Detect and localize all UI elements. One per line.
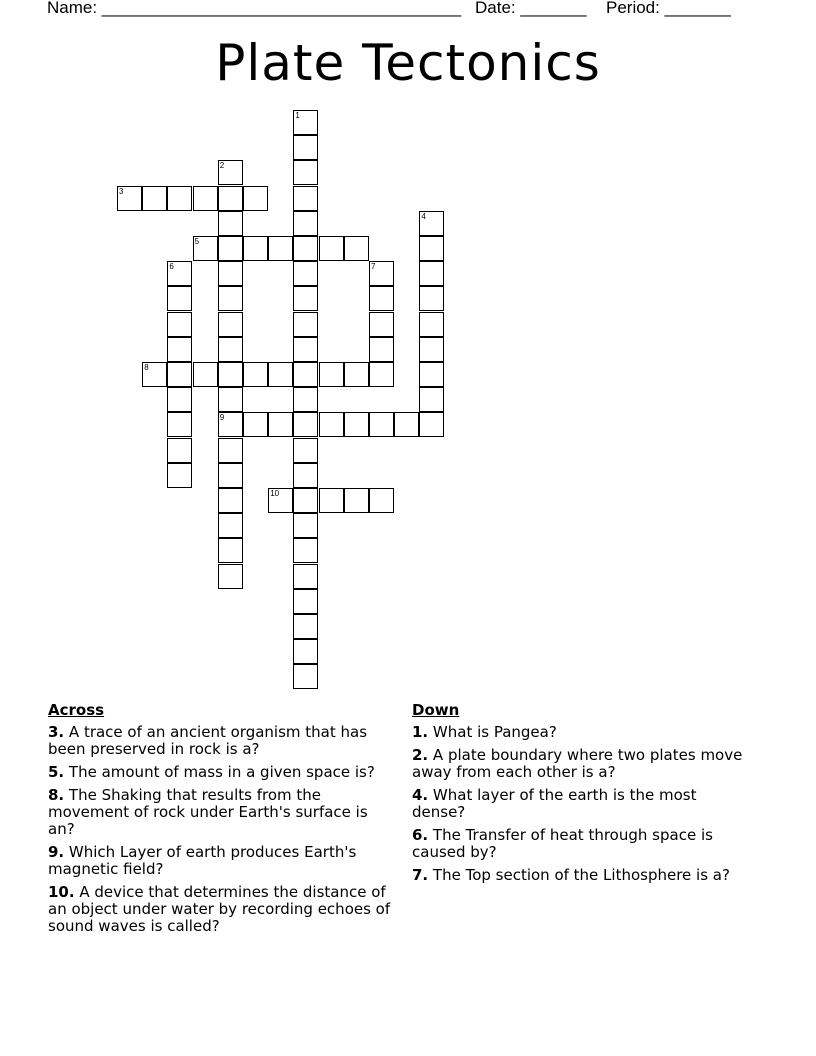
clue-text: The Transfer of heat through space is caused by? [412, 826, 713, 861]
crossword-cell[interactable] [167, 412, 192, 437]
crossword-cell[interactable] [167, 186, 192, 211]
clue-number-label: 5 [194, 237, 200, 246]
crossword-cell[interactable] [218, 211, 243, 236]
crossword-cell[interactable] [218, 160, 243, 185]
crossword-cell[interactable] [369, 488, 394, 513]
clue-number: 6. [412, 826, 429, 844]
crossword-cell[interactable] [369, 286, 394, 311]
crossword-cell[interactable] [293, 236, 318, 261]
across-clue [48, 844, 398, 878]
clue-number: 7. [412, 866, 429, 884]
crossword-cell[interactable] [419, 337, 444, 362]
crossword-cell[interactable] [319, 236, 344, 261]
crossword-cell[interactable] [369, 362, 394, 387]
crossword-cell[interactable] [369, 261, 394, 286]
crossword-cell[interactable] [193, 362, 218, 387]
crossword-cell[interactable] [293, 614, 318, 639]
crossword-cell[interactable] [268, 362, 293, 387]
crossword-cell[interactable] [142, 186, 167, 211]
crossword-cell[interactable] [293, 337, 318, 362]
crossword-cell[interactable] [369, 312, 394, 337]
crossword-cell[interactable] [293, 286, 318, 311]
down-clue [412, 747, 752, 781]
crossword-cell[interactable] [293, 488, 318, 513]
down-clue-list [412, 724, 752, 884]
across-clue [48, 764, 398, 781]
crossword-cell[interactable] [293, 538, 318, 563]
clue-number: 5. [48, 763, 65, 781]
crossword-cell[interactable] [268, 488, 293, 513]
crossword-cell[interactable] [344, 236, 369, 261]
crossword-cell[interactable] [293, 589, 318, 614]
clue-number: 2. [412, 746, 429, 764]
crossword-cell[interactable] [167, 312, 192, 337]
clue-number-label: 2 [219, 161, 225, 171]
crossword-cell[interactable] [293, 438, 318, 463]
crossword-cell[interactable] [218, 337, 243, 362]
crossword-cell[interactable] [293, 664, 318, 689]
crossword-cell[interactable] [218, 261, 243, 286]
crossword-cell[interactable] [243, 412, 268, 437]
crossword-cell[interactable] [218, 362, 243, 387]
clue-number: 8. [48, 786, 65, 804]
crossword-cell[interactable] [268, 412, 293, 437]
crossword-cell[interactable] [319, 488, 344, 513]
crossword-cell[interactable] [344, 362, 369, 387]
clue-text: A trace of an ancient organism that has been preserved in rock is a? [48, 723, 368, 758]
crossword-cell[interactable] [394, 412, 419, 437]
clue-text: The Top section of the Lithosphere is a? [428, 866, 730, 884]
across-clue [48, 884, 398, 935]
crossword-cell[interactable] [369, 412, 394, 437]
crossword-cell[interactable] [167, 463, 192, 488]
clue-number-label: 7 [371, 262, 376, 272]
clue-number: 10. [48, 883, 75, 901]
crossword-cell[interactable] [369, 337, 394, 362]
crossword-cell[interactable] [293, 412, 318, 437]
crossword-cell[interactable] [419, 261, 444, 286]
crossword-cell[interactable] [319, 412, 344, 437]
crossword-cell[interactable] [293, 513, 318, 538]
crossword-cell[interactable] [218, 538, 243, 563]
clue-number-label: 1 [295, 111, 300, 120]
clue-number: 9. [48, 843, 65, 861]
crossword-cell[interactable] [419, 362, 444, 387]
crossword-cell[interactable] [419, 387, 444, 412]
period-field-label: Period: _______ [606, 0, 731, 17]
crossword-cell[interactable] [218, 463, 243, 488]
crossword-cell[interactable] [419, 312, 444, 337]
crossword-cell[interactable] [218, 412, 243, 437]
crossword-cell[interactable] [243, 186, 268, 211]
crossword-cell[interactable] [218, 438, 243, 463]
clue-number: 1. [412, 723, 429, 741]
crossword-cell[interactable] [193, 186, 218, 211]
across-clues [48, 700, 398, 941]
clue-number: 4. [412, 786, 429, 804]
crossword-cell[interactable] [293, 639, 318, 664]
clue-number-label: 8 [144, 363, 149, 372]
crossword-cell[interactable] [117, 186, 142, 211]
crossword-cell[interactable] [167, 438, 192, 463]
clue-text: The amount of mass in a given space is? [64, 763, 375, 781]
crossword-cell[interactable] [167, 337, 192, 362]
page-title: Plate Tectonics [215, 34, 601, 92]
clue-number-label: 6 [169, 262, 174, 272]
clue-text: A plate boundary where two plates move away from each other is a? [412, 746, 743, 781]
name-field-label: Name: ______________________________________ [47, 0, 462, 17]
crossword-cell[interactable] [293, 463, 318, 488]
crossword-cell[interactable] [293, 362, 318, 387]
clue-number-label: 9 [219, 413, 225, 423]
crossword-cell[interactable] [218, 564, 243, 589]
crossword-cell[interactable] [293, 564, 318, 589]
crossword-cell[interactable] [193, 236, 218, 261]
crossword-cell[interactable] [293, 160, 318, 185]
crossword-cell[interactable] [419, 412, 444, 437]
crossword-cell[interactable] [293, 261, 318, 286]
crossword-cell[interactable] [218, 236, 243, 261]
crossword-cell[interactable] [167, 261, 192, 286]
clue-text: Which Layer of earth produces Earth's magnetic field? [48, 843, 357, 878]
crossword-cell[interactable] [167, 362, 192, 387]
crossword-cell[interactable] [293, 387, 318, 412]
crossword-cell[interactable] [218, 312, 243, 337]
crossword-cell[interactable] [243, 236, 268, 261]
crossword-cell[interactable] [419, 236, 444, 261]
crossword-cell[interactable] [218, 387, 243, 412]
across-heading: Across [48, 701, 105, 719]
crossword-cell[interactable] [419, 286, 444, 311]
crossword-cell[interactable] [142, 362, 167, 387]
clue-number: 3. [48, 723, 65, 741]
down-clues [412, 700, 752, 890]
across-clue [48, 724, 398, 758]
crossword-cell[interactable] [293, 186, 318, 211]
down-clue [412, 827, 752, 861]
crossword-cell[interactable] [167, 286, 192, 311]
crossword-cell[interactable] [268, 236, 293, 261]
crossword-cell[interactable] [319, 362, 344, 387]
clue-text: A device that determines the distance of an object under water by recording echoes of sound waves is called? [48, 883, 391, 935]
down-heading: Down [412, 701, 460, 719]
crossword-cell[interactable] [344, 412, 369, 437]
crossword-cell[interactable] [293, 211, 318, 236]
down-clue [412, 724, 752, 741]
clue-text: The Shaking that results from the movement of rock under Earth's surface is an? [48, 786, 368, 838]
crossword-cell[interactable] [419, 211, 444, 236]
down-clue [412, 787, 752, 821]
crossword-cell[interactable] [218, 286, 243, 311]
crossword-cell[interactable] [293, 135, 318, 160]
down-clue [412, 867, 752, 884]
across-clue-list [48, 724, 398, 935]
crossword-cell[interactable] [218, 513, 243, 538]
clue-text: What is Pangea? [428, 723, 557, 741]
clue-number-label: 4 [421, 211, 426, 221]
crossword-cell[interactable] [218, 186, 243, 211]
crossword-cell[interactable] [167, 387, 192, 412]
clue-number-label: 10 [270, 489, 280, 498]
clue-number-label: 3 [119, 186, 124, 196]
crossword-cell[interactable] [344, 488, 369, 513]
date-field-label: Date: _______ [475, 0, 587, 17]
crossword-cell[interactable] [218, 488, 243, 513]
crossword-cell[interactable] [293, 312, 318, 337]
crossword-cell[interactable] [293, 110, 318, 135]
clue-text: What layer of the earth is the most dense? [412, 786, 697, 821]
crossword-cell[interactable] [243, 362, 268, 387]
across-clue [48, 787, 398, 838]
